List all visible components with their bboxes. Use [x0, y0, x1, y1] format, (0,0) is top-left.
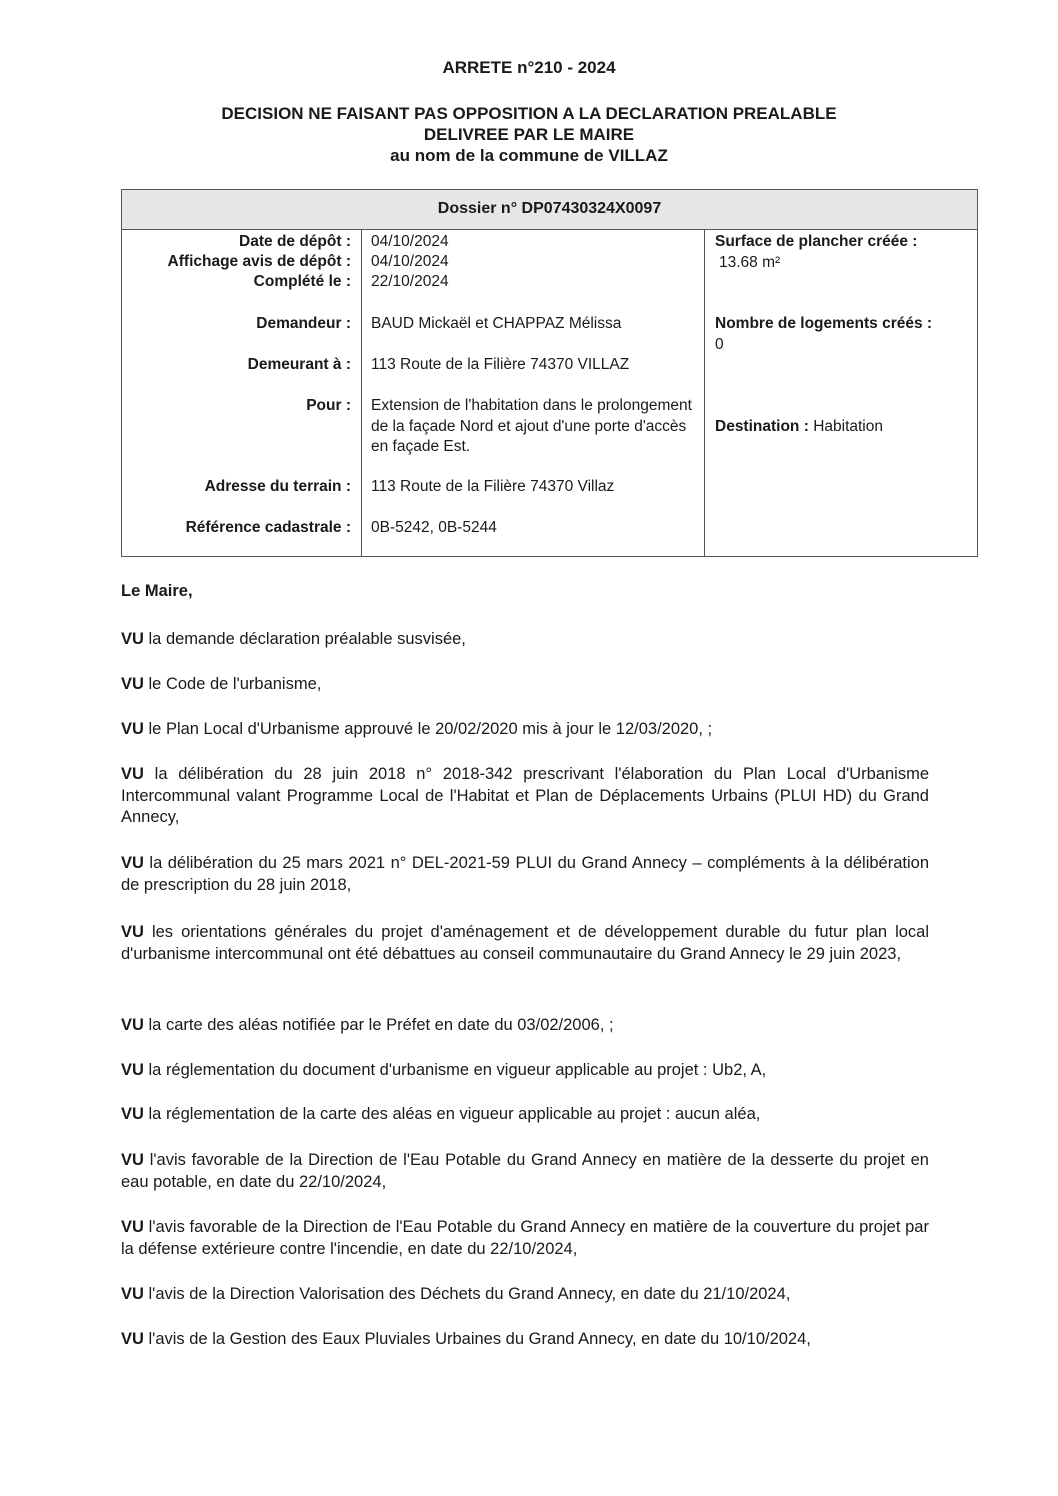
field-label-demandeur: Demandeur : [256, 315, 351, 332]
field-value-adresse-terrain: 113 Route de la Filière 74370 Villaz [371, 478, 615, 495]
greeting: Le Maire, [121, 582, 193, 600]
vu-paragraph: VU la carte des aléas notifiée par le Préfet en date du 03/02/2006, ; [121, 1016, 614, 1034]
vu-paragraph: VU l'avis favorable de la Direction de l'Eau Potable du Grand Annecy en matière de la couverture du projet par la défense extérieure contre l'incendie, en date du 22/10/2024, [121, 1218, 929, 1258]
surface-value: 13.68 m² [719, 254, 781, 271]
dossier-number: Dossier n° DP07430324X0097 [122, 190, 977, 230]
vu-paragraph: VU la réglementation du document d'urbanisme en vigueur applicable au projet : Ub2, A, [121, 1061, 767, 1079]
arrete-title: ARRETE n°210 - 2024 [442, 58, 616, 77]
surface-label: Surface de plancher créée : [715, 233, 918, 250]
field-label-date-depot: Date de dépôt : [239, 233, 351, 250]
decision-title-line-3: au nom de la commune de VILLAZ [390, 146, 668, 165]
field-value-demandeur: BAUD Mickaël et CHAPPAZ Mélissa [371, 315, 622, 332]
vu-paragraph: VU le Plan Local d'Urbanisme approuvé le 20/02/2020 mis à jour le 12/03/2020, ; [121, 720, 713, 738]
field-label-pour: Pour : [306, 397, 351, 414]
dossier-box [121, 189, 978, 557]
vu-paragraph: VU la réglementation de la carte des aléas en vigueur applicable au projet : aucun aléa, [121, 1105, 761, 1123]
field-label-complete: Complété le : [253, 273, 351, 290]
decision-title-line-2: DELIVREE PAR LE MAIRE [423, 125, 635, 144]
field-label-adresse-terrain: Adresse du terrain : [204, 478, 351, 495]
field-label-demeurant: Demeurant à : [247, 356, 351, 373]
field-value-affichage: 04/10/2024 [371, 253, 449, 270]
destination-value: Habitation [813, 418, 883, 435]
logements-value: 0 [715, 336, 724, 353]
vu-paragraph: VU l'avis de la Gestion des Eaux Pluviales Urbaines du Grand Annecy, en date du 10/10/2024, [121, 1330, 811, 1348]
vu-paragraph: VU la délibération du 28 juin 2018 n° 2018-342 prescrivant l'élaboration du Plan Local d'Urbanisme Intercommunal valant Programme Local de l'Habitat et Plan de Déplacements Urbains (PLUI HD) du Grand Annecy, [121, 765, 929, 826]
destination-row [715, 417, 975, 438]
column-divider [361, 230, 362, 556]
column-divider [704, 230, 705, 556]
decision-title-line-1: DECISION NE FAISANT PAS OPPOSITION A LA DECLARATION PREALABLE [221, 104, 837, 123]
field-value-demeurant: 113 Route de la Filière 74370 VILLAZ [371, 356, 630, 373]
field-value-complete: 22/10/2024 [371, 273, 449, 290]
vu-paragraph: VU la demande déclaration préalable susvisée, [121, 630, 466, 648]
field-label-affichage: Affichage avis de dépôt : [167, 253, 351, 270]
vu-paragraph: VU l'avis de la Direction Valorisation des Déchets du Grand Annecy, en date du 21/10/2024, [121, 1285, 791, 1303]
destination-label: Destination : [715, 418, 809, 435]
field-value-date-depot: 04/10/2024 [371, 233, 449, 250]
logements-label: Nombre de logements créés : [715, 315, 933, 332]
vu-paragraph: VU le Code de l'urbanisme, [121, 675, 322, 693]
vu-paragraph: VU l'avis favorable de la Direction de l'Eau Potable du Grand Annecy en matière de la desserte du projet en eau potable, en date du 22/10/2024, [121, 1151, 929, 1191]
vu-paragraph: VU la délibération du 25 mars 2021 n° DEL-2021-59 PLUI du Grand Annecy – compléments à la délibération de prescription du 28 juin 2018, [121, 854, 929, 894]
field-value-pour: Extension de l'habitation dans le prolongement de la façade Nord et ajout d'une porte d'accès en façade Est. [371, 397, 692, 455]
vu-paragraph: VU les orientations générales du projet d'aménagement et de développement durable du futur plan local d'urbanisme intercommunal ont été débattues au conseil communautaire du Grand Annecy le 29 juin 2023, [121, 923, 930, 963]
field-value-reference-cadastrale: 0B-5242, 0B-5244 [371, 519, 497, 536]
field-label-reference-cadastrale: Référence cadastrale : [185, 519, 351, 536]
